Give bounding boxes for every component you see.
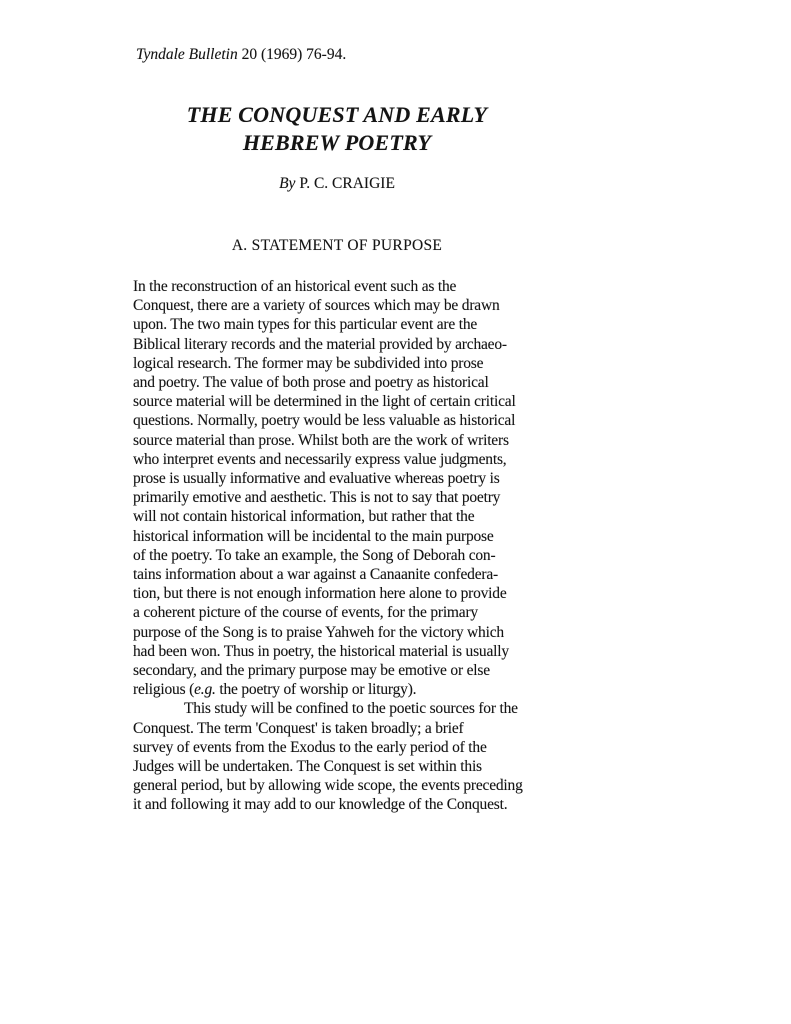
body-line-segment: it and following it may add to our knowledge of the Conquest. — [133, 796, 508, 814]
body-line-segment: In the reconstruction of an historical event such as the — [133, 278, 457, 295]
body-line-segment: source material will be determined in the light of certain critical — [133, 393, 516, 411]
body-line — [133, 488, 593, 507]
byline-by: By — [279, 175, 296, 192]
body-line-segment: survey of events from the Exodus to the early period of the — [133, 738, 487, 756]
body-line-segment: upon. The two main types for this particular event are the — [133, 316, 478, 334]
body-line-segment: tains information about a war against a Canaanite confedera- — [133, 566, 499, 584]
body-line-segment: Conquest, there are a variety of sources which may be drawn — [133, 297, 500, 315]
body-line — [133, 277, 593, 296]
body-line — [133, 757, 593, 776]
body-line-segment: historical information will be incidental to the main purpose — [133, 527, 494, 545]
body-line — [133, 411, 593, 430]
body-line-segment: of the poetry. To take an example, the Song of Deborah con- — [133, 546, 496, 564]
body-line-segment: tion, but there is not enough information here alone to provide — [133, 585, 507, 603]
article-title-line2: HEBREW POETRY — [242, 130, 432, 155]
body-line-segment: Judges will be undertaken. The Conquest is set within this — [133, 758, 482, 776]
body-line-segment: secondary, and the primary purpose may be emotive or else — [133, 662, 490, 680]
byline-author: P. C. CRAIGIE — [295, 175, 395, 192]
body-line — [133, 699, 593, 718]
section-heading: A. STATEMENT OF PURPOSE — [231, 237, 443, 254]
body-line-segment: logical research. The former may be subdivided into prose — [133, 354, 484, 372]
body-line — [133, 603, 593, 622]
article-title-line1: THE CONQUEST AND EARLY — [186, 102, 488, 127]
body-line — [133, 335, 593, 354]
body-line — [133, 354, 593, 373]
body-line — [133, 392, 593, 411]
body-line-segment: will not contain historical information, but rather that the — [133, 508, 475, 526]
body-line — [133, 546, 593, 565]
byline — [111, 175, 563, 193]
article-title — [111, 101, 563, 157]
body-line-segment: religious ( — [133, 681, 195, 699]
body-line-segment: Conquest. The term 'Conquest' is taken broadly; a brief — [133, 719, 464, 737]
body-line — [133, 776, 593, 795]
body-line — [133, 738, 593, 757]
journal-title: Tyndale Bulletin — [136, 46, 238, 63]
body-line-segment: questions. Normally, poetry would be less valuable as historical — [133, 412, 516, 430]
body-line-segment: a coherent picture of the course of events, for the primary — [133, 604, 478, 622]
body-line — [133, 661, 593, 680]
body-line — [133, 296, 593, 315]
body-line — [133, 584, 593, 603]
body-line — [133, 469, 593, 488]
body-line-segment: primarily emotive and aesthetic. This is not to say that poetry — [133, 489, 501, 507]
journal-reference-citation: 20 (1969) 76-94. — [237, 46, 347, 63]
body-line — [133, 527, 593, 546]
body-line-segment: purpose of the Song is to praise Yahweh for the victory which — [133, 623, 504, 641]
body-line — [133, 795, 593, 814]
body-line-segment: prose is usually informative and evaluative whereas poetry is — [133, 470, 500, 488]
body-line — [133, 431, 593, 450]
body-line-segment: had been won. Thus in poetry, the historical material is usually — [133, 642, 509, 660]
body-line-segment: who interpret events and necessarily express value judgments, — [133, 450, 507, 468]
body-line — [133, 315, 593, 334]
body-line — [133, 642, 593, 661]
body-line — [133, 507, 593, 526]
body-line-segment: and poetry. The value of both prose and poetry as historical — [133, 374, 489, 392]
body-line — [133, 680, 593, 699]
body-line-segment: This study will be confined to the poetic sources for the — [184, 700, 518, 718]
body-line — [133, 565, 593, 584]
body-line-italic-segment: e.g. — [194, 681, 216, 699]
body-line-segment: the poetry of worship or liturgy). — [215, 681, 417, 699]
body-line-segment: general period, but by allowing wide scope, the events preceding — [133, 777, 523, 795]
body-line-segment: source material than prose. Whilst both are the work of writers — [133, 431, 509, 449]
body-line — [133, 623, 593, 642]
body-line — [133, 450, 593, 469]
body-line-segment: Biblical literary records and the material provided by archaeo- — [133, 335, 507, 353]
body-line — [133, 373, 593, 392]
body-line — [133, 719, 593, 738]
journal-reference — [136, 46, 346, 64]
body-text — [133, 277, 593, 815]
